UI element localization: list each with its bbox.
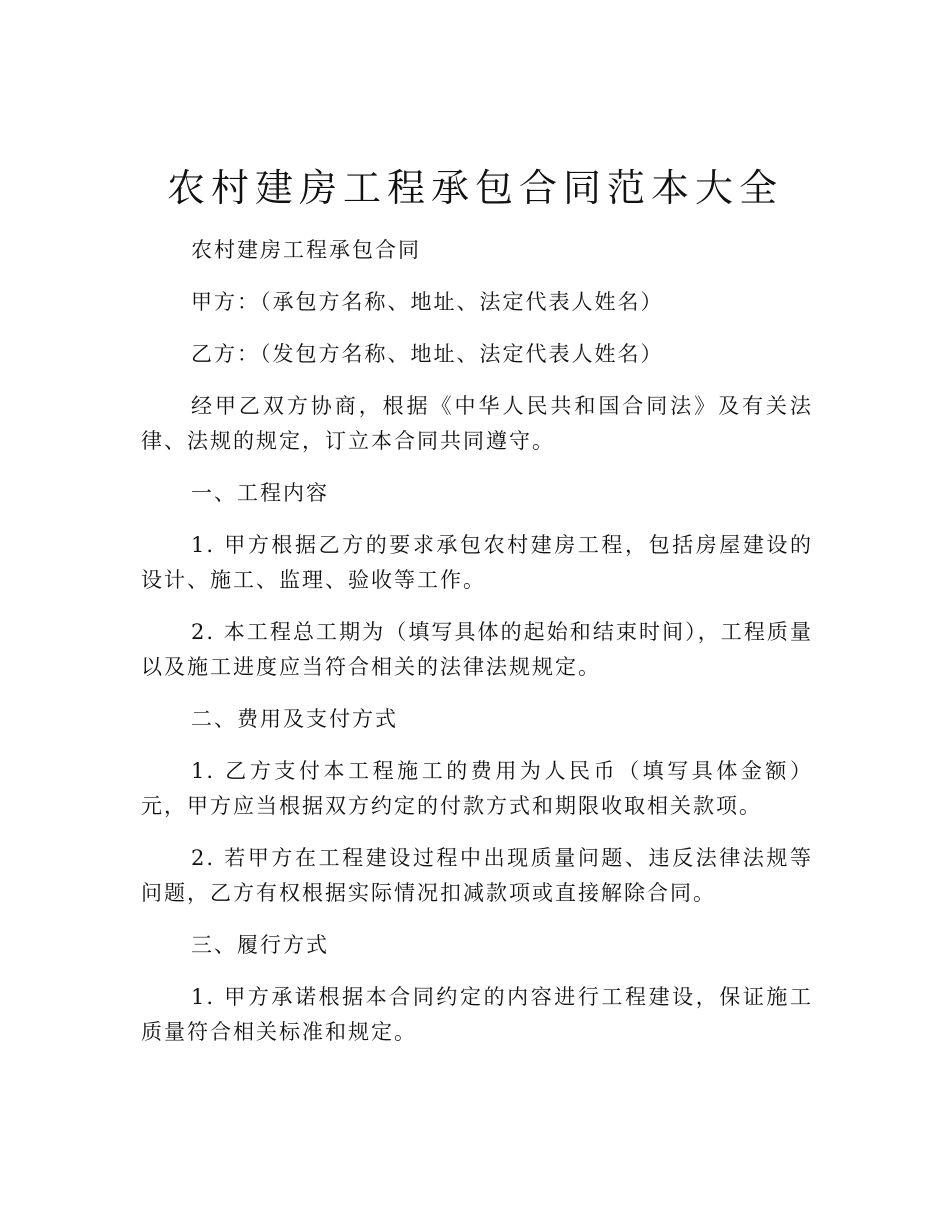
clause-1-1: 1. 甲方根据乙方的要求承包农村建房工程，包括房屋建设的设计、施工、监理、验收等工作。 (141, 533, 813, 592)
document-body (141, 233, 813, 1067)
party-b-line: 乙方：（发包方名称、地址、法定代表人姓名） (191, 342, 664, 366)
clause-1-2: 2. 本工程总工期为（填写具体的起始和结束时间），工程质量以及施工进度应当符合相关的法律法规规定。 (141, 620, 813, 679)
clause-3-1: 1. 甲方承诺根据本合同约定的内容进行工程建设，保证施工质量符合相关标准和规定。 (141, 985, 813, 1044)
contract-heading: 农村建房工程承包合同 (191, 238, 421, 262)
section-heading-2: 二、费用及支付方式 (191, 707, 398, 731)
preamble-paragraph: 经甲乙双方协商，根据《中华人民共和国合同法》及有关法律、法规的规定，订立本合同共同遵守。 (141, 394, 813, 453)
section-heading-1: 一、工程内容 (191, 481, 329, 505)
clause-2-1: 1. 乙方支付本工程施工的费用为人民币（填写具体金额）元，甲方应当根据双方约定的付款方式和期限收取相关款项。 (141, 759, 813, 818)
section-heading-3: 三、履行方式 (191, 933, 329, 957)
document-title: 农村建房工程承包合同范本大全 (166, 166, 783, 210)
clause-2-2: 2. 若甲方在工程建设过程中出现质量问题、违反法律法规等问题，乙方有权根据实际情况扣减款项或直接解除合同。 (141, 846, 813, 905)
party-a-line: 甲方：（承包方名称、地址、法定代表人姓名） (191, 290, 664, 314)
